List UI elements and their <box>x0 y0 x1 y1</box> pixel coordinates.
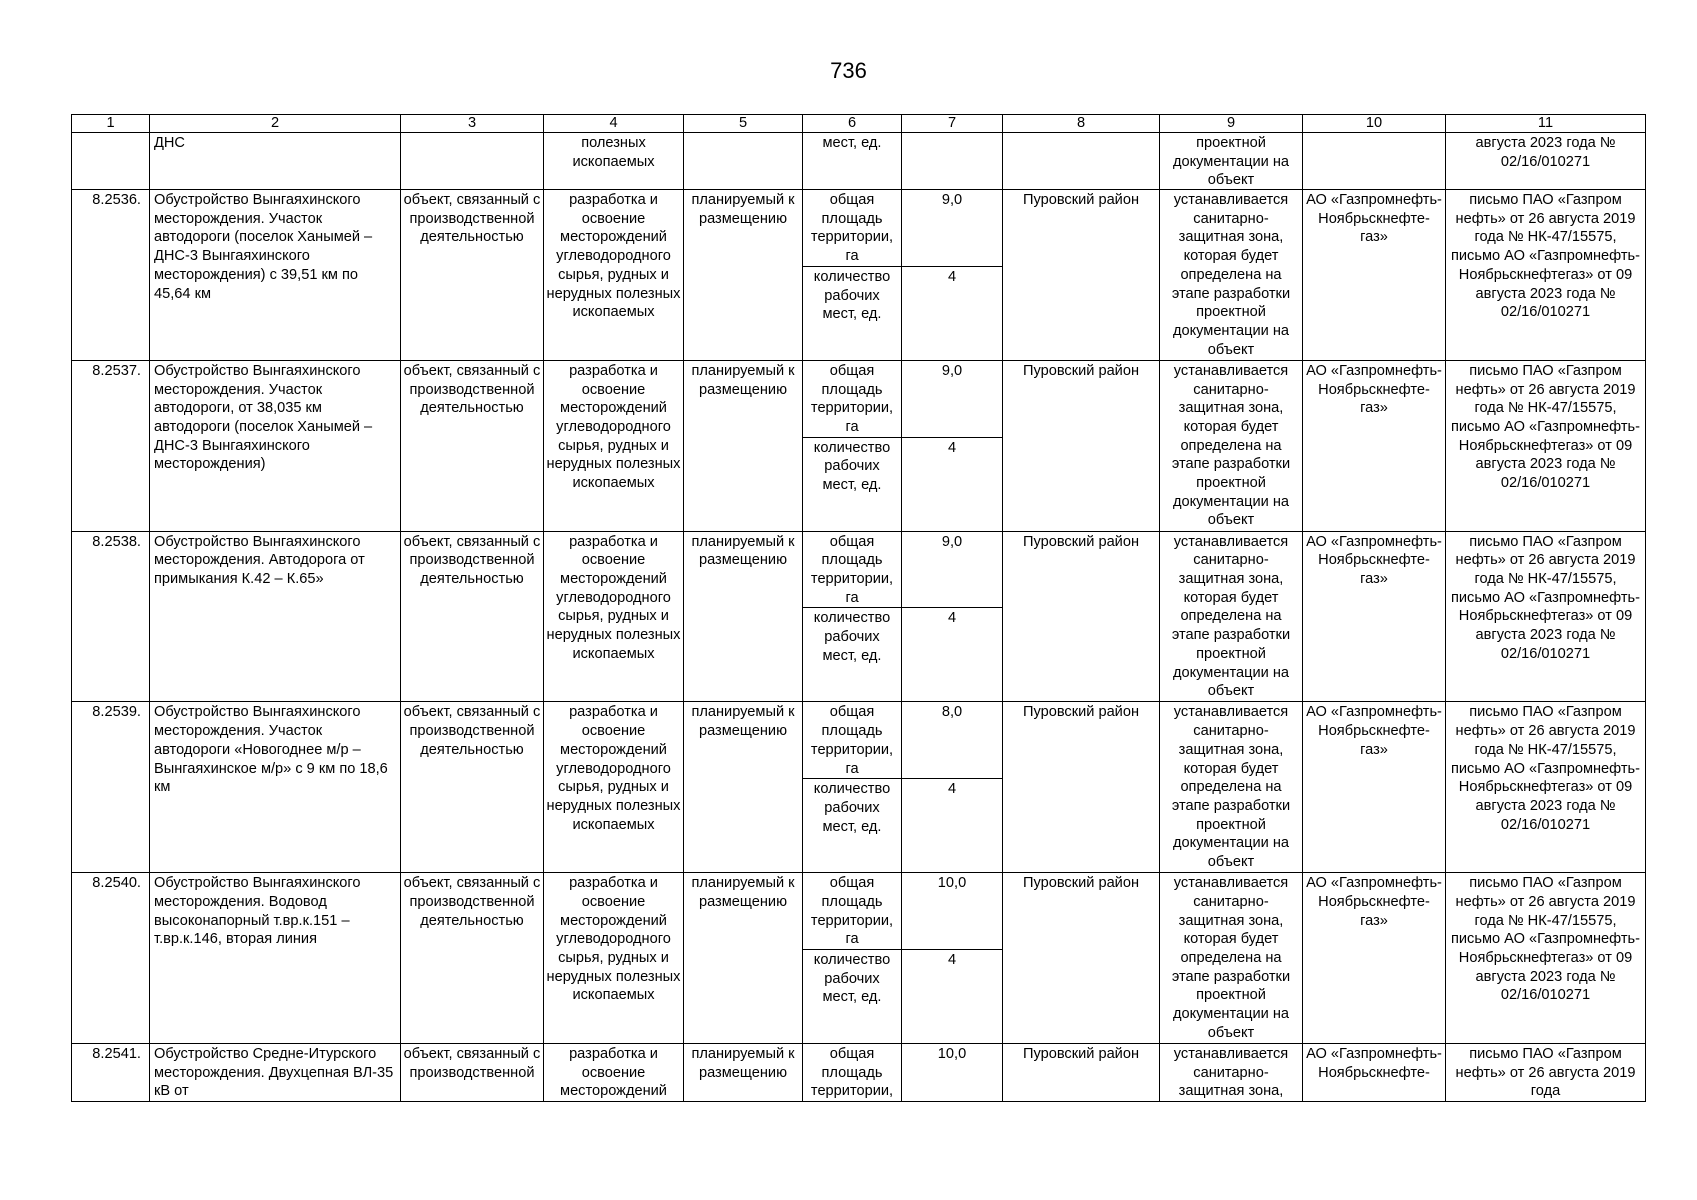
column-header: 2 <box>150 115 401 133</box>
cell-type <box>401 1044 544 1102</box>
column-header: 1 <box>72 115 150 133</box>
cell-param-text: общая площадь территории, <box>810 1046 894 1100</box>
column-header: 11 <box>1446 115 1646 133</box>
cell-value <box>902 133 1003 190</box>
cell-param: количество рабочих мест, ед. <box>803 266 902 360</box>
cell-owner: АО «Газпромнефть-Ноябрьскнефте-газ» <box>1303 531 1446 702</box>
cell-type: объект, связанный с производственной деятельностью <box>401 360 544 531</box>
header-row <box>72 115 1646 133</box>
cell-status: планируемый к размещению <box>684 702 803 873</box>
table-row <box>72 190 1646 267</box>
cell-basis: письмо ПАО «Газпром нефть» от 26 августа 2019 года № НК-47/15575, письмо АО «Газпромнефть-Ноябрьскнефтегаз» от 09 августа 2023 года № 02/16/010271 <box>1446 702 1646 873</box>
cell-basis: письмо ПАО «Газпром нефть» от 26 августа 2019 года № НК-47/15575, письмо АО «Газпромнефть-Ноябрьскнефтегаз» от 09 августа 2023 года № 02/16/010271 <box>1446 360 1646 531</box>
cell-name: Обустройство Вынгаяхинского месторождения. Участок автодороги «Новогоднее м/р – Вынгаяхинское м/р» с 9 км по 18,6 км <box>150 702 401 873</box>
column-header: 5 <box>684 115 803 133</box>
cell-num-text: 8.2541. <box>92 1046 141 1063</box>
cell-purpose: полезных ископаемых <box>544 133 684 190</box>
cell-owner <box>1303 1044 1446 1102</box>
cell-basis: письмо ПАО «Газпром нефть» от 26 августа 2019 года № НК-47/15575, письмо АО «Газпромнефть-Ноябрьскнефтегаз» от 09 августа 2023 года № 02/16/010271 <box>1446 873 1646 1044</box>
cell-owner-text: АО «Газпромнефть-Ноябрьскнефте- <box>1306 1046 1442 1081</box>
cell-param: количество рабочих мест, ед. <box>803 437 902 531</box>
cell-purpose-text: разработка и освоение месторождений <box>560 1046 667 1100</box>
cell-status: планируемый к размещению <box>684 360 803 531</box>
cell-num: 8.2539. <box>72 702 150 873</box>
cell-name: Обустройство Вынгаяхинского месторождения. Участок автодороги, от 38,035 км автодороги (поселок Ханымей – ДНС-3 Вынгаяхинского месторождения) <box>150 360 401 531</box>
cell-basis: письмо ПАО «Газпром нефть» от 26 августа 2019 года № НК-47/15575, письмо АО «Газпромнефть-Ноябрьскнефтегаз» от 09 августа 2023 года № 02/16/010271 <box>1446 190 1646 361</box>
cell-owner <box>1303 133 1446 190</box>
cell-basis: письмо ПАО «Газпром нефть» от 26 августа 2019 года № НК-47/15575, письмо АО «Газпромнефть-Ноябрьскнефтегаз» от 09 августа 2023 года № 02/16/010271 <box>1446 531 1646 702</box>
cell-basis <box>1446 1044 1646 1102</box>
cell-num: 8.2537. <box>72 360 150 531</box>
cell-param: общая площадь территории, га <box>803 702 902 779</box>
cell-purpose: разработка и освоение месторождений углеводородного сырья, рудных и нерудных полезных ископаемых <box>544 360 684 531</box>
cell-zone-text: устанавливается санитарно-защитная зона, <box>1173 1046 1289 1100</box>
cell-location-text: Пуровский район <box>1022 1046 1140 1063</box>
cell-location: Пуровский район <box>1003 360 1160 531</box>
cell-param: мест, ед. <box>803 133 902 190</box>
cell-status: планируемый к размещению <box>684 531 803 702</box>
cell-param: количество рабочих мест, ед. <box>803 608 902 702</box>
cell-value: 4 <box>902 950 1003 1044</box>
table-row <box>72 702 1646 779</box>
cell-param: количество рабочих мест, ед. <box>803 950 902 1044</box>
cell-name: Обустройство Вынгаяхинского месторождения. Водовод высоконапорный т.вр.к.151 – т.вр.к.146, вторая линия <box>150 873 401 1044</box>
cell-param: общая площадь территории, га <box>803 873 902 950</box>
cell-type: объект, связанный с производственной деятельностью <box>401 702 544 873</box>
cell-value: 9,0 <box>902 531 1003 608</box>
cell-status-text: планируемый к размещению <box>691 1046 795 1081</box>
cell-location: Пуровский район <box>1003 873 1160 1044</box>
continuation-row <box>72 133 1646 190</box>
cell-zone: устанавливается санитарно-защитная зона, которая будет определена на этапе разработки проектной документации на объект <box>1160 702 1303 873</box>
cell-param: количество рабочих мест, ед. <box>803 779 902 873</box>
cell-name <box>150 1044 401 1102</box>
cell-value: 9,0 <box>902 360 1003 437</box>
zone-text: проектной документации на объект <box>1172 135 1290 189</box>
cell-name: Обустройство Вынгаяхинского месторождения. Участок автодороги (поселок Ханымей – ДНС-3 Вынгаяхинского месторождения) с 39,51 км по 45,64 км <box>150 190 401 361</box>
table-row <box>72 531 1646 608</box>
cell-basis: августа 2023 года № 02/16/010271 <box>1446 133 1646 190</box>
table-row <box>72 360 1646 437</box>
cell-param: общая площадь территории, га <box>803 360 902 437</box>
cell-location <box>1003 133 1160 190</box>
cell-type <box>401 133 544 190</box>
cell-num <box>72 133 150 190</box>
cell-value: 8,0 <box>902 702 1003 779</box>
cell-status: планируемый к размещению <box>684 873 803 1044</box>
page-number: 736 <box>830 58 867 83</box>
cell-zone: устанавливается санитарно-защитная зона, которая будет определена на этапе разработки проектной документации на объект <box>1160 873 1303 1044</box>
cell-value: 4 <box>902 779 1003 873</box>
cell-type: объект, связанный с производственной деятельностью <box>401 531 544 702</box>
cell-name: Обустройство Вынгаяхинского месторождения. Автодорога от примыкания К.42 – К.65» <box>150 531 401 702</box>
cell-owner: АО «Газпромнефть-Ноябрьскнефте-газ» <box>1303 702 1446 873</box>
cell-basis-text: письмо ПАО «Газпром нефть» от 26 августа 2019 года <box>1455 1046 1636 1100</box>
cell-type: объект, связанный с производственной деятельностью <box>401 190 544 361</box>
cell-num: 8.2536. <box>72 190 150 361</box>
cell-type: объект, связанный с производственной деятельностью <box>401 873 544 1044</box>
cell-value <box>902 1044 1003 1102</box>
cell-value: 10,0 <box>902 873 1003 950</box>
cell-zone <box>1160 133 1303 190</box>
cell-param <box>803 1044 902 1102</box>
cell-name-text: Обустройство Средне-Итурского месторождения. Двухцепная ВЛ-35 кВ от <box>154 1046 394 1100</box>
column-header: 8 <box>1003 115 1160 133</box>
column-header: 9 <box>1160 115 1303 133</box>
cell-value: 4 <box>902 266 1003 360</box>
cell-num: 8.2538. <box>72 531 150 702</box>
cell-purpose: разработка и освоение месторождений углеводородного сырья, рудных и нерудных полезных ископаемых <box>544 531 684 702</box>
cell-zone: устанавливается санитарно-защитная зона, которая будет определена на этапе разработки проектной документации на объект <box>1160 531 1303 702</box>
cell-owner: АО «Газпромнефть-Ноябрьскнефте-газ» <box>1303 873 1446 1044</box>
cell-param: общая площадь территории, га <box>803 190 902 267</box>
cell-location: Пуровский район <box>1003 702 1160 873</box>
column-header: 6 <box>803 115 902 133</box>
cell-zone: устанавливается санитарно-защитная зона, которая будет определена на этапе разработки проектной документации на объект <box>1160 360 1303 531</box>
cell-type-text: объект, связанный с производственной <box>403 1046 541 1081</box>
cell-purpose: разработка и освоение месторождений углеводородного сырья, рудных и нерудных полезных ископаемых <box>544 190 684 361</box>
cell-num <box>72 1044 150 1102</box>
column-header: 4 <box>544 115 684 133</box>
cell-status: планируемый к размещению <box>684 190 803 361</box>
cell-name: ДНС <box>150 133 401 190</box>
cell-num: 8.2540. <box>72 873 150 1044</box>
cell-value: 9,0 <box>902 190 1003 267</box>
cell-zone <box>1160 1044 1303 1102</box>
cell-purpose: разработка и освоение месторождений углеводородного сырья, рудных и нерудных полезных ископаемых <box>544 873 684 1044</box>
table-row-partial <box>72 1044 1646 1102</box>
cell-param: общая площадь территории, га <box>803 531 902 608</box>
cell-value: 4 <box>902 608 1003 702</box>
cell-status <box>684 133 803 190</box>
column-header: 3 <box>401 115 544 133</box>
cell-location: Пуровский район <box>1003 531 1160 702</box>
cell-owner: АО «Газпромнефть-Ноябрьскнефте-газ» <box>1303 360 1446 531</box>
cell-status <box>684 1044 803 1102</box>
cell-location: Пуровский район <box>1003 190 1160 361</box>
cell-purpose <box>544 1044 684 1102</box>
column-header: 7 <box>902 115 1003 133</box>
cell-purpose: разработка и освоение месторождений углеводородного сырья, рудных и нерудных полезных ископаемых <box>544 702 684 873</box>
cell-location <box>1003 1044 1160 1102</box>
cell-owner: АО «Газпромнефть-Ноябрьскнефте-газ» <box>1303 190 1446 361</box>
cell-value-text: 10,0 <box>937 1046 967 1063</box>
cell-value: 4 <box>902 437 1003 531</box>
objects-table <box>71 114 1646 1102</box>
cell-zone: устанавливается санитарно-защитная зона, которая будет определена на этапе разработки проектной документации на объект <box>1160 190 1303 361</box>
column-header: 10 <box>1303 115 1446 133</box>
table-row <box>72 873 1646 950</box>
